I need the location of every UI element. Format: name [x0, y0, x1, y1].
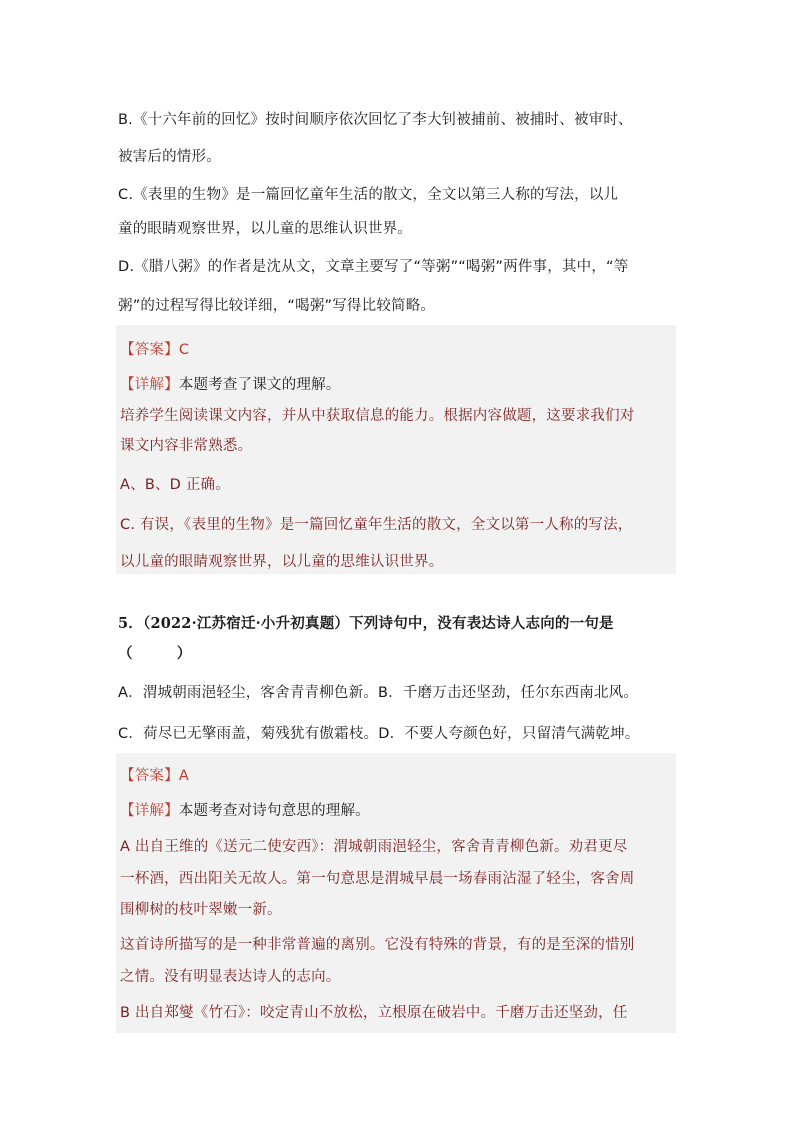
q4-option-d-line1: D.《腊八粥》的作者是沈从文，文章主要写了“等粥”“喝粥”两件事，其中，“等 [118, 259, 629, 275]
q5-answer-box [116, 753, 676, 1033]
q4-detail-line4: C. 有误，《表里的生物》是一篇回忆童年生活的散文，全文以第一人称的写法， [120, 517, 633, 533]
q4-detail-tag: 【详解】 [120, 377, 179, 393]
q4-answer-box [116, 325, 676, 574]
q5-detail-line3: 围柳树的枝叶翠嫩一新。 [120, 902, 282, 918]
q5-options-line2: C．荷尽已无擎雨盖，菊残犹有傲霜枝。D．不要人夸颜色好，只留清气满乾坤。 [118, 726, 640, 742]
q4-option-c-line2: 童的眼睛观察世界，以儿童的思维认识世界。 [118, 221, 412, 237]
q4-option-c-line1: C.《表里的生物》是一篇回忆童年生活的散文，全文以第三人称的写法，以儿 [118, 187, 619, 203]
q5-detail-line5: 之情。没有明显表达诗人的志向。 [120, 969, 341, 985]
q5-detail-heading [120, 799, 370, 820]
q4-detail-line1: 培养学生阅读课文内容，并从中获取信息的能力。根据内容做题，这要求我们对 [120, 408, 635, 424]
q5-answer [120, 764, 189, 785]
q4-answer-value: C [178, 342, 190, 358]
q5-detail-intro: 本题考查对诗句意思的理解。 [178, 803, 370, 819]
q4-detail-line3: A、B、D 正确。 [120, 477, 230, 493]
q4-option-d-line2: 粥”的过程写得比较详细，“喝粥”写得比较简略。 [118, 298, 436, 314]
q5-title-line2: （ ） [118, 645, 192, 662]
q4-detail-intro: 本题考查了课文的理解。 [178, 377, 341, 393]
q5-detail-line6: B 出自郑燮《竹石》：咬定青山不放松，立根原在破岩中。千磨万击还坚劲，任 [120, 1005, 628, 1021]
q5-detail-tag: 【详解】 [120, 803, 179, 819]
q4-detail-line5: 以儿童的眼睛观察世界，以儿童的思维认识世界。 [120, 554, 444, 570]
q5-detail-line2: 一杯酒，西出阳关无故人。第一句意思是渭城早晨一场春雨沾湿了轻尘，客舍周 [120, 871, 635, 887]
q5-title-line1: 5．（2022·江苏宿迁·小升初真题）下列诗句中，没有表达诗人志向的一句是 [118, 615, 614, 632]
q5-detail-line4: 这首诗所描写的是一种非常普遍的离别。它没有特殊的背景，有的是至深的惜别 [120, 937, 635, 953]
q4-answer-tag: 【答案】 [120, 342, 179, 358]
q5-answer-value: A [178, 768, 189, 784]
q5-options-line1: A．渭城朝雨浥轻尘，客舍青青柳色新。B．千磨万击还坚劲，任尔东西南北风。 [118, 685, 639, 701]
q4-detail-line2: 课文内容非常熟悉。 [120, 438, 253, 454]
q5-answer-tag: 【答案】 [120, 768, 179, 784]
q4-option-b-line2: 被害后的情形。 [118, 149, 221, 165]
q5-detail-line1: A 出自王维的《送元二使安西》：渭城朝雨浥轻尘，客舍青青柳色新。劝君更尽 [120, 839, 628, 855]
q4-option-b-line1: B.《十六年前的回忆》按时间顺序依次回忆了李大钊被捕前、被捕时、被审时、 [118, 112, 633, 128]
q4-detail-heading [120, 373, 341, 394]
q4-answer [120, 338, 189, 359]
